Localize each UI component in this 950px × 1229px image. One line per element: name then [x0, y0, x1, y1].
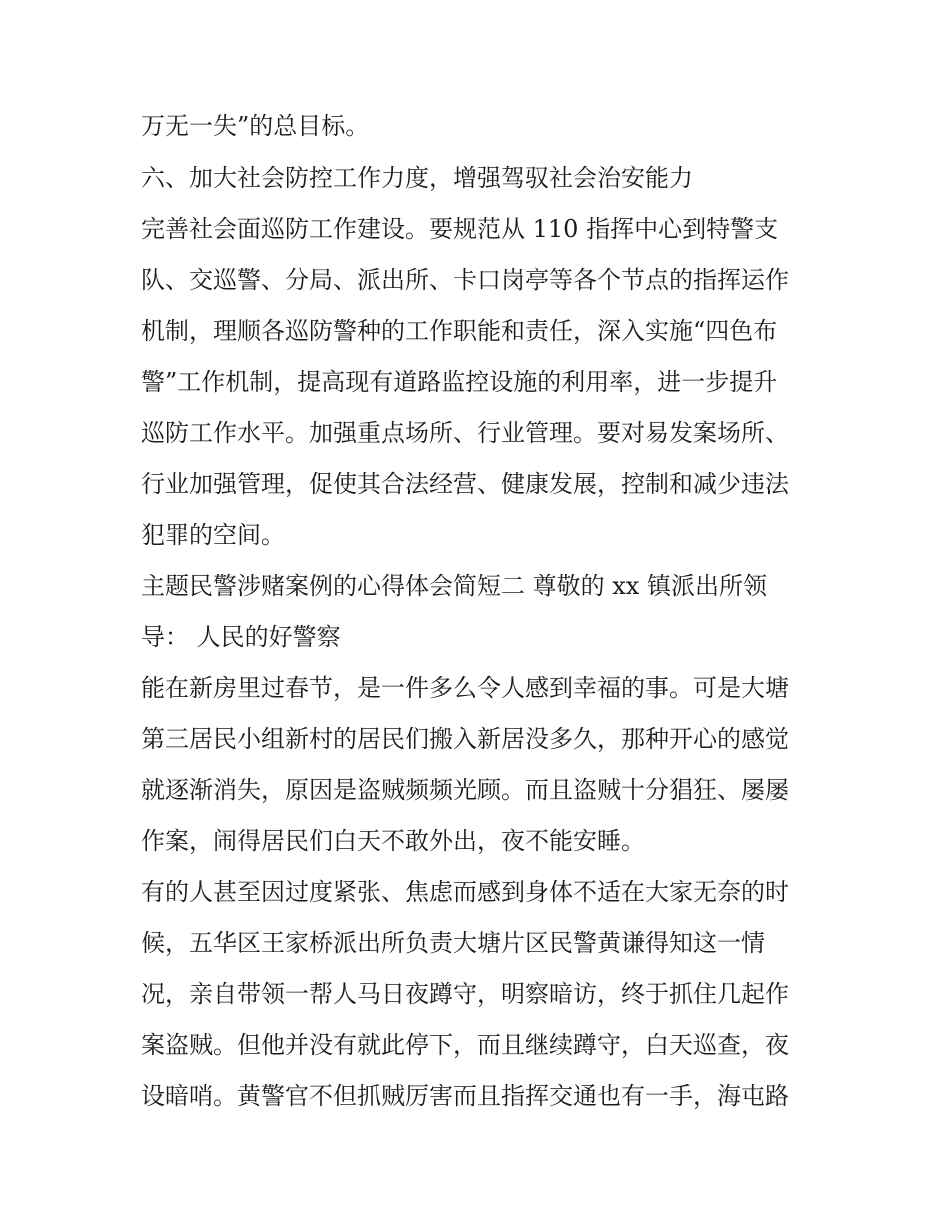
text-line: 巡防工作水平。加强重点场所、行业管理。要对易发案场所、 — [141, 419, 789, 447]
text-line: 作案，闹得居民们白天不敢外出，夜不能安睡。 — [141, 827, 645, 855]
text-line: 万无一失”的总目标。 — [141, 112, 370, 140]
title-line: 主题民警涉赌案例的心得体会简短二 尊敬的 xx 镇派出所领 — [141, 572, 767, 600]
text-line: 犯罪的空间。 — [141, 521, 285, 549]
text-line: 队、交巡警、分局、派出所、卡口岗亭等各个节点的指挥运作 — [141, 266, 789, 294]
text-line: 行业加强管理，促使其合法经营、健康发展，控制和减少违法 — [141, 470, 789, 498]
text-line: 完善社会面巡防工作建设。要规范从 110 指挥中心到特警支 — [141, 215, 779, 243]
text-line: 第三居民小组新村的居民们搬入新居没多久，那种开心的感觉 — [141, 725, 789, 753]
title-line: 导： 人民的好警察 — [141, 623, 341, 651]
text-line: 设暗哨。黄警官不但抓贼厉害而且指挥交通也有一手，海屯路 — [141, 1082, 789, 1110]
text-line: 况，亲自带领一帮人马日夜蹲守，明察暗访，终于抓住几起作 — [141, 980, 789, 1008]
text-line: 能在新房里过春节，是一件多么令人感到幸福的事。可是大塘 — [141, 674, 789, 702]
text-line: 案盗贼。但他并没有就此停下，而且继续蹲守，白天巡查，夜 — [141, 1031, 789, 1059]
section-heading: 六、加大社会防控工作力度，增强驾驭社会治安能力 — [141, 164, 693, 192]
text-line: 候，五华区王家桥派出所负责大塘片区民警黄谦得知这一情 — [141, 929, 765, 957]
text-line: 有的人甚至因过度紧张、焦虑而感到身体不适在大家无奈的时 — [141, 878, 789, 906]
text-line: 机制，理顺各巡防警种的工作职能和责任，深入实施“四色布 — [141, 317, 778, 345]
text-line: 警”工作机制，提高现有道路监控设施的利用率，进一步提升 — [141, 368, 778, 396]
text-line: 就逐渐消失，原因是盗贼频频光顾。而且盗贼十分猖狂、屡屡 — [141, 776, 789, 804]
